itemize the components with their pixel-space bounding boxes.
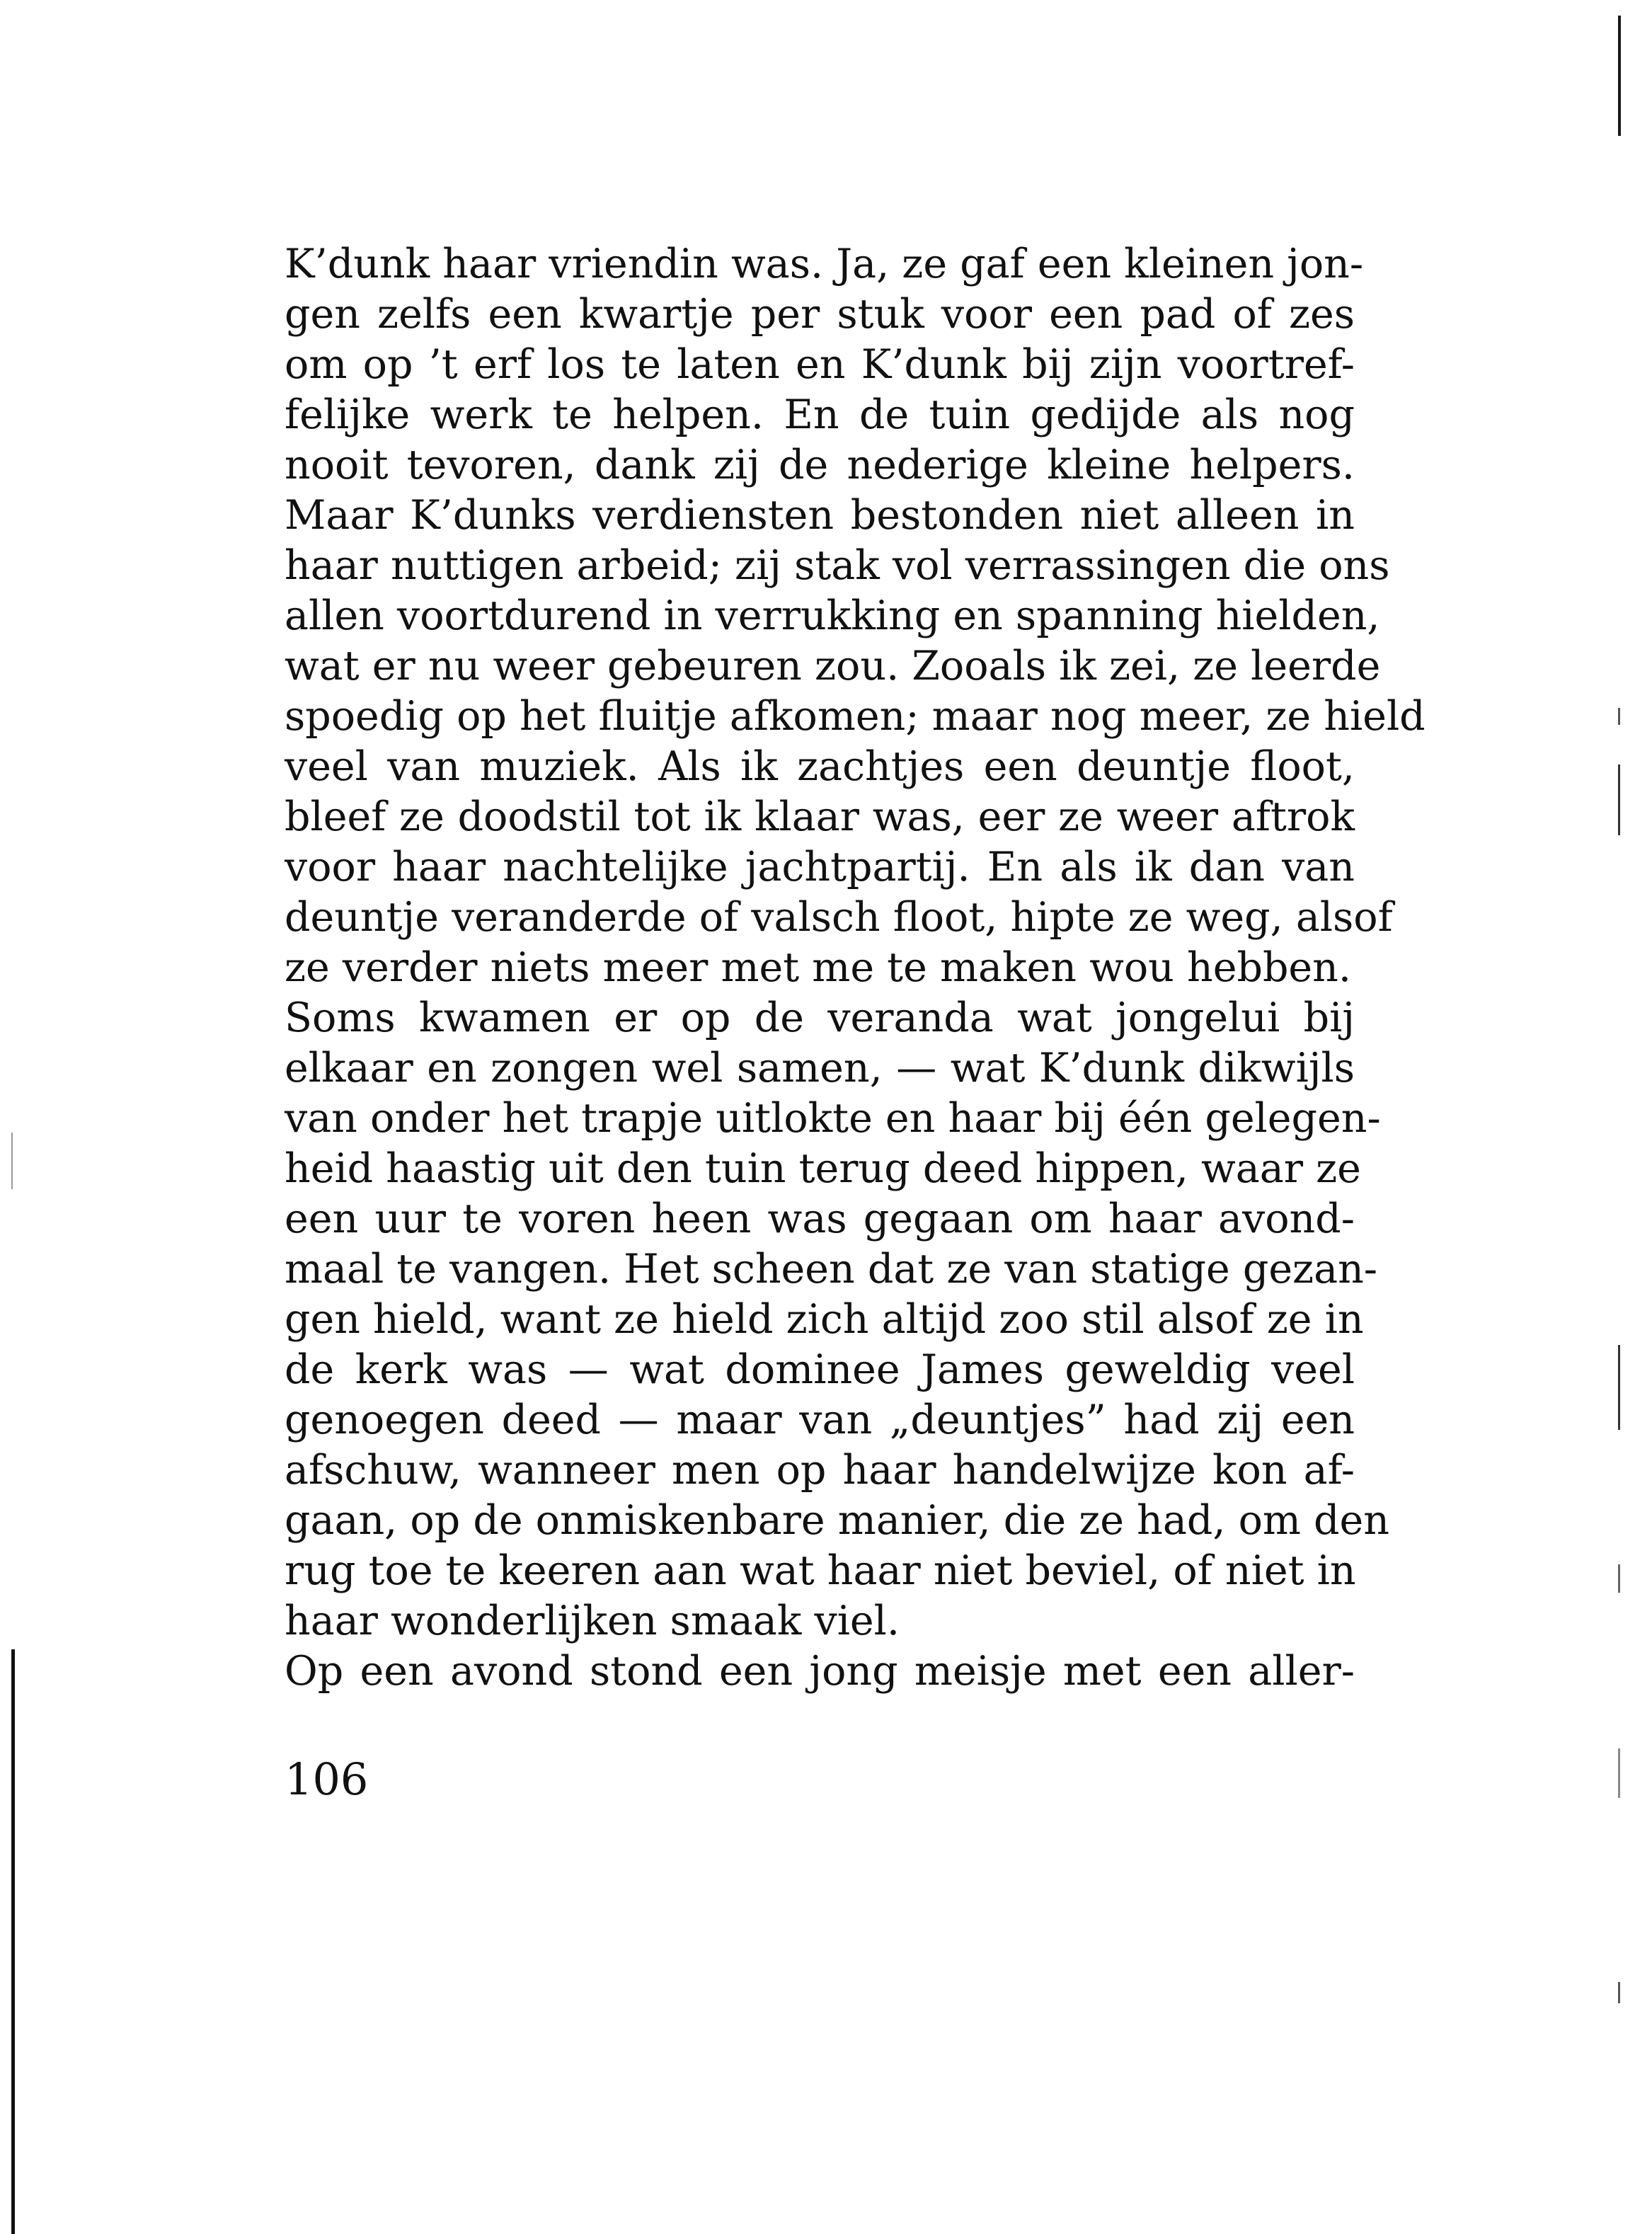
text-line: maal te vangen. Het scheen dat ze van statige gezan- xyxy=(285,1246,1378,1293)
text-line: voor haar nachtelijke jachtpartij. En als ik dan van xyxy=(285,844,1355,890)
text-line: nooit tevoren, dank zij de nederige kleine helpers. xyxy=(285,442,1355,488)
text-line: afschuw, wanneer men op haar handelwijze kon af- xyxy=(285,1447,1355,1494)
scan-edge-mark xyxy=(11,1649,15,2234)
body-text xyxy=(285,239,1426,1697)
text-line: bleef ze doodstil tot ik klaar was, eer ze weer aftrok xyxy=(285,794,1355,840)
text-line: genoegen deed — maar van „deuntjes” had zij een xyxy=(285,1397,1355,1443)
page-number: 106 xyxy=(285,1753,369,1805)
text-line: heid haastig uit den tuin terug deed hippen, waar ze xyxy=(285,1145,1361,1192)
scan-edge-mark xyxy=(1618,1748,1620,1798)
scan-edge-mark xyxy=(1618,1345,1620,1430)
text-line: Maar K’dunks verdiensten bestonden niet alleen in xyxy=(285,492,1355,539)
scan-edge-mark xyxy=(1618,1564,1620,1593)
text-line: Soms kwamen er op de veranda wat jongelui bij xyxy=(285,995,1355,1041)
text-line: haar nuttigen arbeid; zij stak vol verrassingen die ons xyxy=(285,542,1390,589)
text-line: spoedig op het fluitje afkomen; maar nog meer, ze hield xyxy=(285,693,1426,740)
text-line: wat er nu weer gebeuren zou. Zooals ik zei, ze leerde xyxy=(285,643,1381,689)
text-line: allen voortdurend in verrukking en spanning hielden, xyxy=(285,592,1380,639)
scan-edge-mark xyxy=(1618,16,1621,136)
text-line: de kerk was — wat dominee James geweldig veel xyxy=(285,1346,1355,1393)
text-line: elkaar en zongen wel samen, — wat K’dunk dikwijls xyxy=(285,1045,1355,1092)
text-line: K’dunk haar vriendin was. Ja, ze gaf een kleinen jon- xyxy=(285,241,1364,287)
text-line: Op een avond stond een jong meisje met een aller- xyxy=(285,1648,1355,1695)
text-line: ze verder niets meer met me te maken wou hebben. xyxy=(285,944,1351,991)
scan-edge-mark xyxy=(1618,764,1620,835)
text-line: een uur te voren heen was gegaan om haar avond- xyxy=(285,1196,1355,1242)
text-line: felijke werk te helpen. En de tuin gedijde als nog xyxy=(285,391,1355,438)
text-line: om op ’t erf los te laten en K’dunk bij zijn voortref- xyxy=(285,341,1355,388)
text-line: haar wonderlijken smaak viel. xyxy=(285,1598,900,1644)
scan-edge-mark xyxy=(1618,708,1620,725)
text-line: gaan, op de onmiskenbare manier, die ze had, om den xyxy=(285,1497,1389,1544)
text-line: veel van muziek. Als ik zachtjes een deuntje floot, xyxy=(285,743,1355,790)
text-line: gen zelfs een kwartje per stuk voor een pad of zes xyxy=(285,291,1355,338)
text-line: van onder het trapje uitlokte en haar bij één gelegen- xyxy=(285,1095,1381,1142)
scan-edge-mark xyxy=(11,1133,13,1189)
text-line: rug toe te keeren aan wat haar niet beviel, of niet in xyxy=(285,1547,1356,1594)
text-line: gen hield, want ze hield zich altijd zoo stil alsof ze in xyxy=(285,1296,1364,1343)
scan-edge-mark xyxy=(1618,1982,1620,2003)
text-line: deuntje veranderde of valsch floot, hipte ze weg, alsof xyxy=(285,894,1393,941)
